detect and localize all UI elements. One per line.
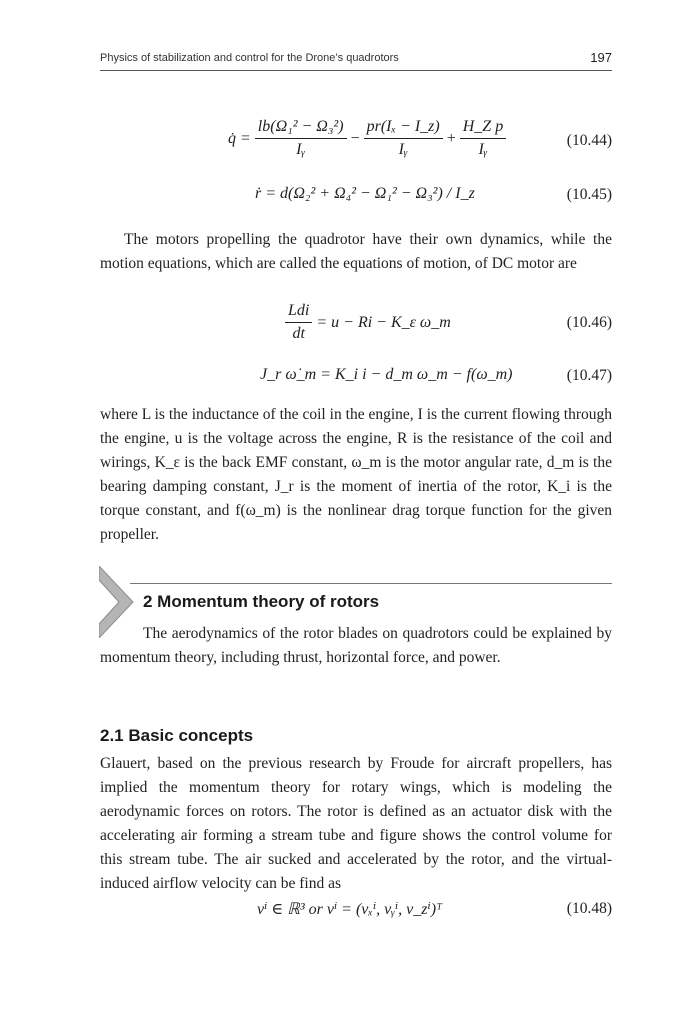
eq-10-44-number: (10.44): [566, 132, 612, 149]
running-title: Physics of stabilization and control for the Drone’s quadrotors: [100, 52, 399, 64]
equation-10-44: [100, 118, 612, 170]
eq-10-44-minus: −: [350, 129, 360, 147]
eq-10-46-den: dt: [292, 325, 305, 342]
eq-10-44-frac-1: [255, 118, 347, 159]
paragraph-aerodynamics: The aerodynamics of the rotor blades on quadrotors could be explained by momentum theory, including thrust, horizontal force, and power.: [100, 625, 612, 666]
eq-10-44-den-2: Iᵧ: [398, 141, 408, 158]
eq-10-44-num-2: pr(Iₓ − I_z): [364, 118, 443, 139]
eq-10-46-number: (10.46): [566, 314, 612, 331]
eq-10-44-num-3: H_Z p: [460, 118, 506, 139]
subsection-heading-basic-concepts: 2.1 Basic concepts: [100, 726, 254, 745]
eq-10-44-lhs: q̇ =: [228, 129, 251, 147]
eq-10-46-num: Ldi: [285, 302, 312, 323]
eq-10-48-expr: vⁱ ∈ ℝ³ or vⁱ = (vₓⁱ, vᵧⁱ, v_zⁱ)ᵀ: [257, 901, 443, 918]
equation-10-47: [100, 364, 612, 392]
equation-10-46: [100, 302, 612, 348]
eq-10-46-rhs: = u − Ri − K_ε ω_m: [316, 313, 451, 331]
section-rule: [130, 583, 612, 584]
equation-10-45: [100, 183, 612, 211]
eq-10-45-expr: ṙ = d(Ω₂² + Ω₄² − Ω₁² − Ω₃²) / I_z: [255, 185, 475, 202]
eq-10-44-num-1: lb(Ω₁² − Ω₃²): [255, 118, 347, 139]
eq-10-48-number: (10.48): [566, 900, 612, 917]
equation-10-48: [100, 897, 612, 925]
eq-10-44-den-1: Iᵧ: [296, 141, 306, 158]
eq-10-44-den-3: Iᵧ: [478, 141, 488, 158]
eq-10-44-plus: +: [446, 129, 456, 147]
paragraph-symbol-definitions: where L is the inductance of the coil in the engine, I is the current flowing through the engine, u is the voltage across the engine, R is the resistance of the coil and wirings, K_ε is the back EMF constant, ω_m is the motor angular rate, d_m is the bearing damping constant, J_r is the moment of inertia of the rotor, K_i is the torque constant, and f(ω_m) is the nonlinear drag torque function for the given propeller.: [100, 406, 612, 543]
eq-10-46-frac: [285, 302, 312, 343]
paragraph-motor-dynamics: The motors propelling the quadrotor have their own dynamics, while the motion equations, which are called the equations of motion, of DC motor are: [100, 231, 612, 272]
eq-10-44-frac-3: [460, 118, 506, 159]
eq-10-45-number: (10.45): [566, 186, 612, 203]
eq-10-44-frac-2: [364, 118, 443, 159]
page-number: 197: [590, 50, 612, 65]
eq-10-47-expr: J_r ω̇_m = K_i i − d_m ω_m − f(ω_m): [260, 366, 513, 383]
paragraph-glauert: Glauert, based on the previous research by Froude for aircraft propellers, has implied the momentum theory for rotary wings, which is modeling the aerodynamic forces on rotors. The rotor is defined as an actuator disk with the accelerating air forming a stream tube and figure shows the control volume for this stream tube. The air sucked and accelerated by the rotor, and the virtual-induced airflow velocity can be find as: [100, 755, 612, 892]
eq-10-47-number: (10.47): [566, 367, 612, 384]
page-header: [100, 50, 612, 71]
section-heading-momentum-theory: 2 Momentum theory of rotors: [143, 592, 380, 611]
